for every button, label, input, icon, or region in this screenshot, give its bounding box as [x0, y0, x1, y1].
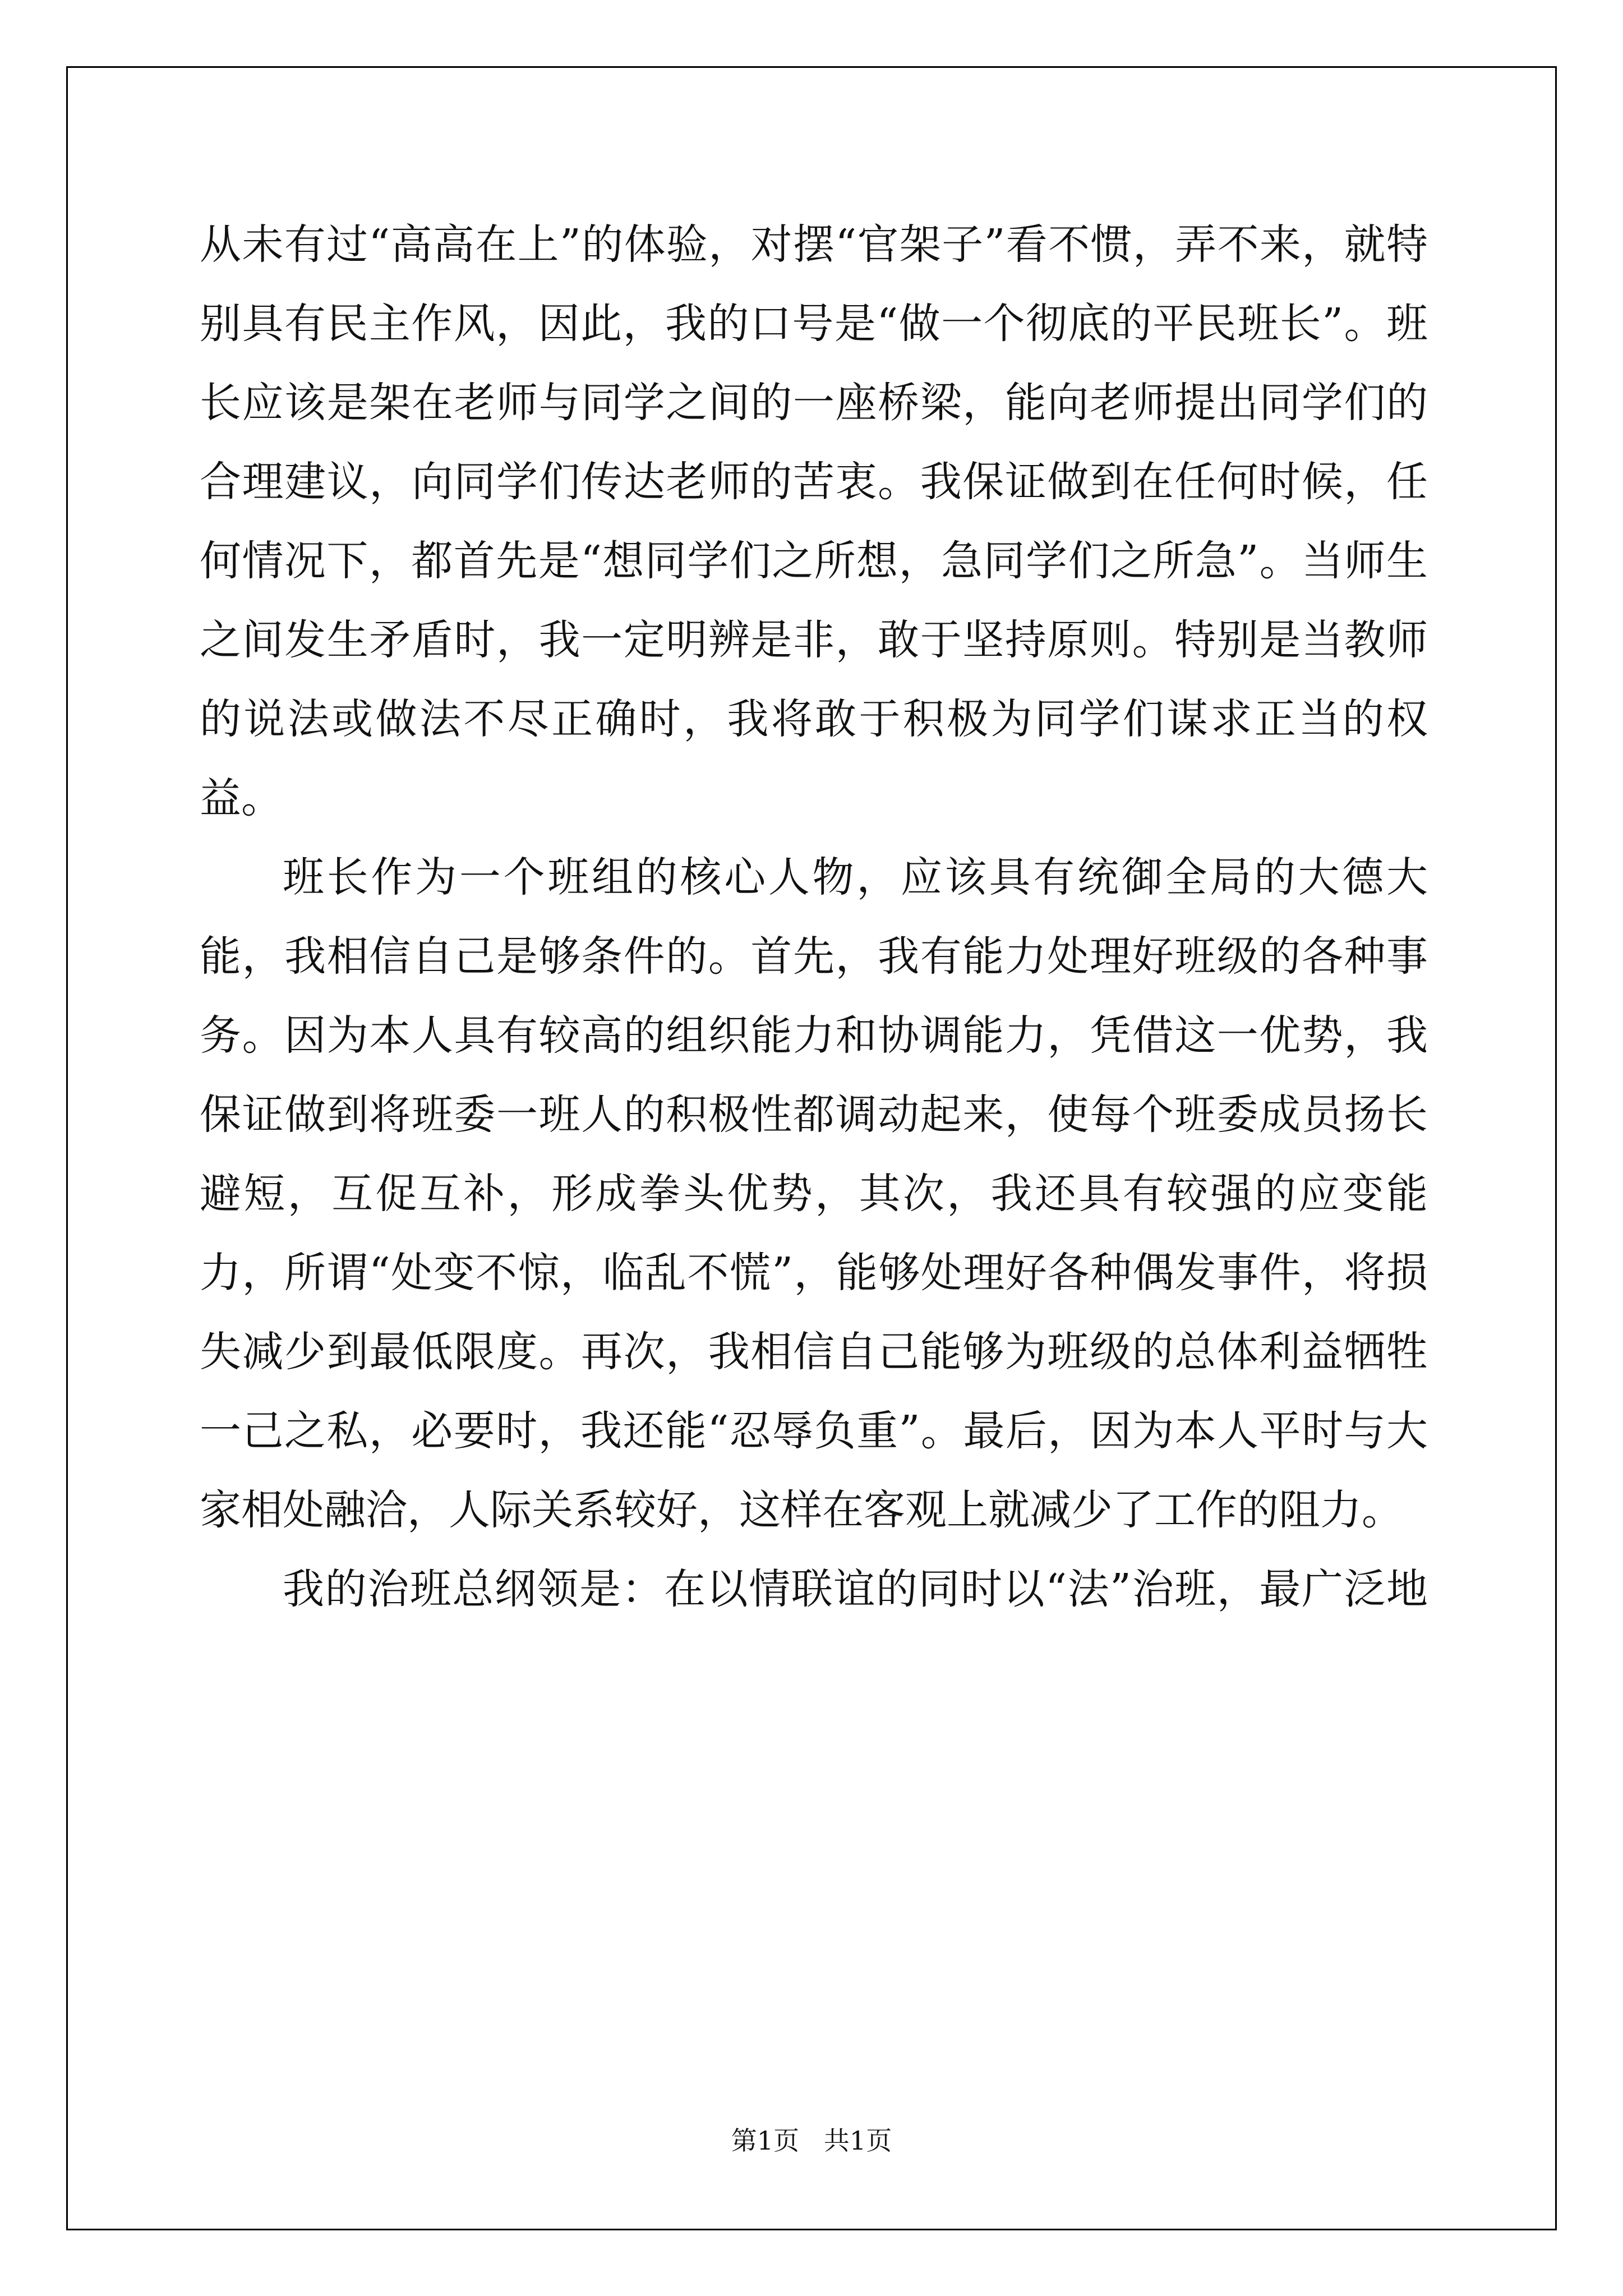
- page-number-footer: 第1页 共1页: [731, 2125, 892, 2156]
- paragraph-2: 班长作为一个班组的核心人物，应该具有统御全局的大德大能，我相信自己是够条件的。首先，我有能力处理好班级的各种事务。因为本人具有较高的组织能力和协调能力，凭借这一优势，我保证做到将班委一班人的积极性都调动起来，使每个班委成员扬长避短，互促互补，形成拳头优势，其次，我还具有较强的应变能力，所谓“处变不惊，临乱不慌”，能够处理好各种偶发事件，将损失减少到最低限度。再次，我相信自己能够为班级的总体利益牺牲一己之私，必要时，我还能“忍辱负重”。最后，因为本人平时与大家相处融洽，人际关系较好，这样在客观上就减少了工作的阻力。: [200, 853, 1428, 1534]
- document-body: [200, 205, 1428, 1629]
- paragraph-3: 我的治班总纲领是：在以情联谊的同时以“法”治班，最广泛地: [283, 1565, 1428, 1613]
- paragraph-1: 从未有过“高高在上”的体验，对摆“官架子”看不惯，弄不来，就特别具有民主作风，因此，我的口号是“做一个彻底的平民班长”。班长应该是架在老师与同学之间的一座桥梁，能向老师提出同学们的合理建议，向同学们传达老师的苦衷。我保证做到在任何时候，任何情况下，都首先是“想同学们之所想，急同学们之所急”。当师生之间发生矛盾时，我一定明辨是非，敢于坚持原则。特别是当教师的说法或做法不尽正确时，我将敢于积极为同学们谋求正当的权益。: [200, 220, 1428, 822]
